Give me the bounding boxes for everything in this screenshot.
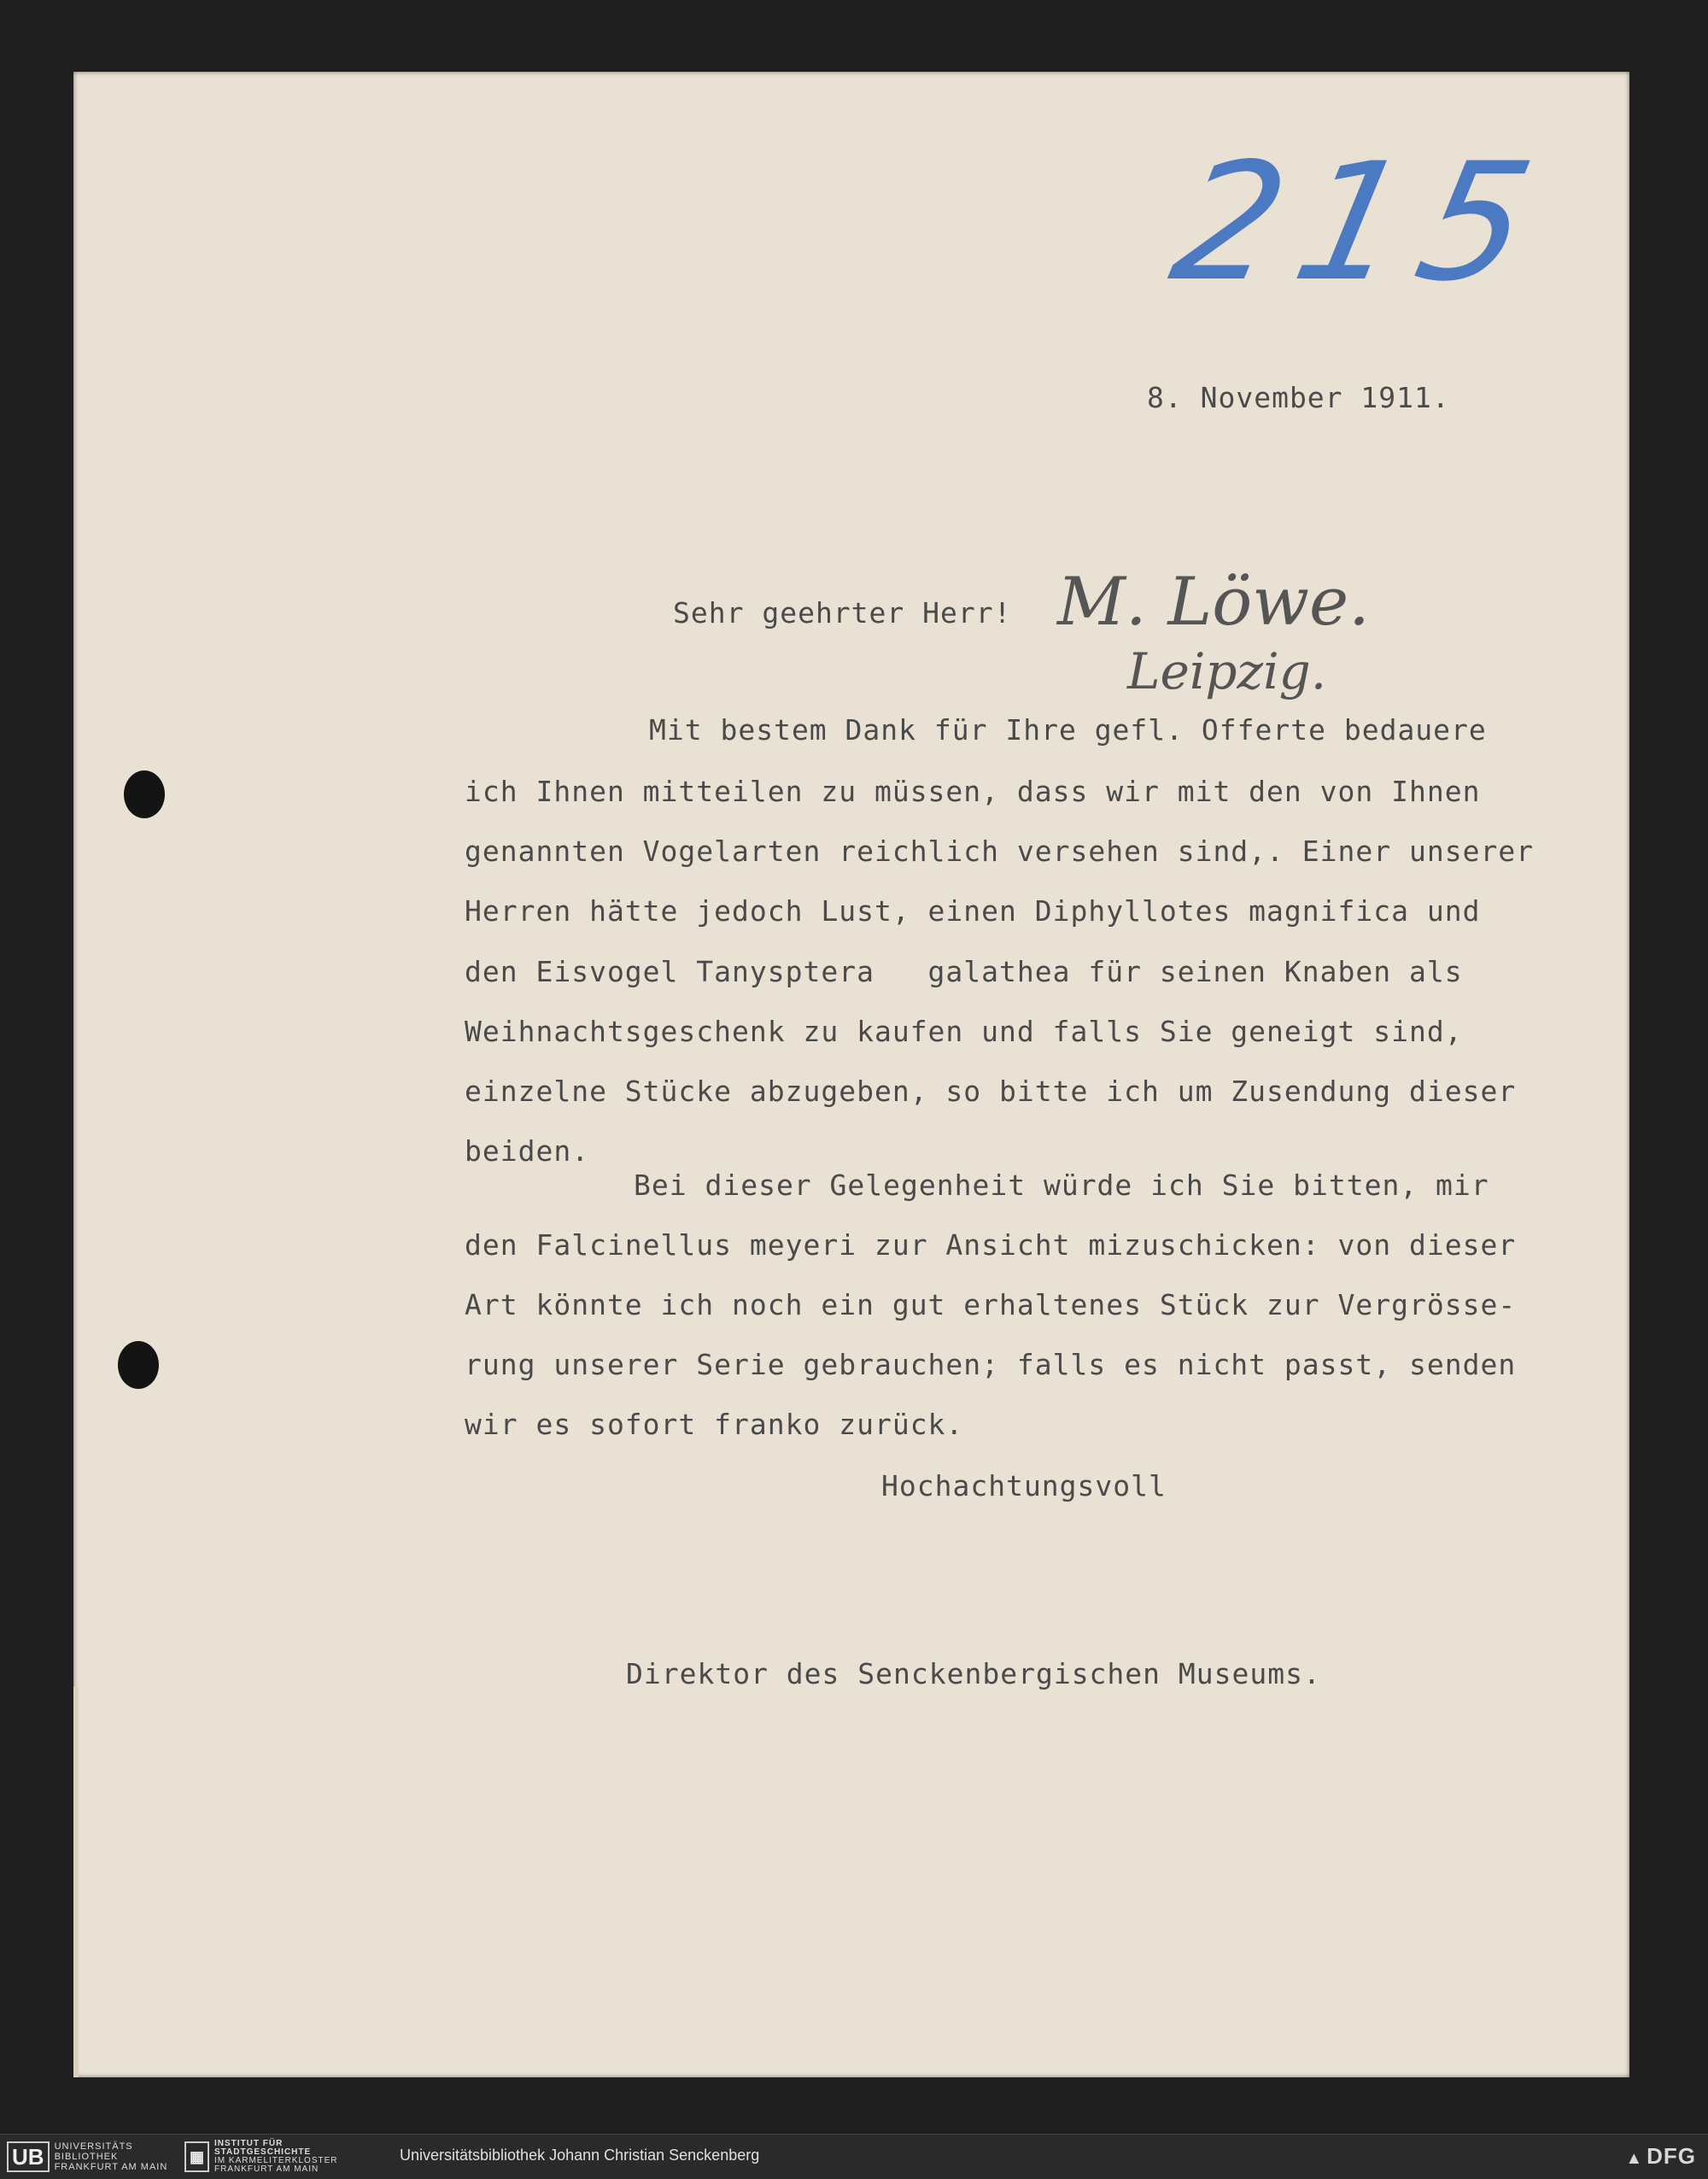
handwritten-recipient-name: M. Löwe. [1057, 564, 1370, 641]
letter-body-line: Art könnte ich noch ein gut erhaltenes Stück zur Vergrösse- [465, 1288, 1517, 1321]
dfg-icon: ▲ [1625, 2149, 1644, 2168]
closing: Hochachtungsvoll [881, 1469, 1167, 1502]
letter-body-line: Mit bestem Dank für Ihre gefl. Offerte bedauere [649, 713, 1487, 747]
signature-line: Direktor des Senckenbergischen Museums. [626, 1657, 1321, 1690]
punch-hole-bottom [118, 1341, 159, 1389]
ub-logo-line3: FRANKFURT AM MAIN [54, 2162, 168, 2172]
letter-body-line: Weihnachtsgeschenk zu kaufen und falls Sie geneigt sind, [465, 1015, 1463, 1048]
isg-logo-text [214, 2140, 337, 2174]
isg-logo-line4: FRANKFURT AM MAIN [214, 2164, 319, 2174]
letter-body-line: den Falcinellus meyeri zur Ansicht mizuschicken: von dieser [465, 1228, 1517, 1262]
letter-body-line: Herren hätte jedoch Lust, einen Diphyllotes magnifica und [465, 894, 1481, 928]
ub-logo-mark: UB [7, 2141, 50, 2172]
letter-body-line: den Eisvogel Tanysptera galathea für seinen Knaben als [465, 955, 1463, 988]
letter-body-line: einzelne Stücke abzugeben, so bitte ich um Zusendung dieser [465, 1075, 1517, 1108]
ub-logo-text [55, 2141, 168, 2172]
letter-body-line: ich Ihnen mitteilen zu müssen, dass wir mit den von Ihnen [465, 775, 1481, 808]
ub-logo-line2: BIBLIOTHEK [54, 2152, 119, 2162]
isg-logo-line3: IM KARMELITERKLOSTER [214, 2156, 338, 2165]
letter-body-line: wir es sofort franko zurück. [465, 1408, 964, 1441]
paper-fold-edge [73, 1687, 79, 2077]
letter-body-line: beiden. [465, 1134, 590, 1168]
ub-logo-line1: UNIVERSITÄTS [54, 2141, 133, 2152]
ub-logo[interactable] [7, 2140, 167, 2174]
dfg-text: DFG [1647, 2143, 1696, 2169]
footer-title[interactable]: Universitätsbibliothek Johann Christian Senckenberg [400, 2147, 760, 2164]
dfg-logo[interactable] [1625, 2143, 1696, 2170]
isg-logo-line1: INSTITUT FÜR [214, 2139, 284, 2148]
isg-logo-mark: ▦ [184, 2141, 209, 2172]
letter-body-line: Bei dieser Gelegenheit würde ich Sie bitten, mir [634, 1169, 1489, 1202]
viewer-footer [0, 2134, 1708, 2179]
punch-hole-top [124, 770, 165, 818]
letter-body-line: genannten Vogelarten reichlich versehen sind,. Einer unserer [465, 835, 1535, 868]
letter-date: 8. November 1911. [1147, 381, 1450, 414]
salutation: Sehr geehrter Herr! [673, 596, 1012, 630]
isg-logo[interactable] [184, 2140, 337, 2174]
letter-body-line: rung unserer Serie gebrauchen; falls es nicht passt, senden [465, 1348, 1517, 1381]
handwritten-recipient-place: Leipzig. [1127, 642, 1327, 700]
archive-number: 215 [1158, 128, 1565, 317]
isg-logo-line2: STADTGESCHICHTE [214, 2147, 312, 2157]
